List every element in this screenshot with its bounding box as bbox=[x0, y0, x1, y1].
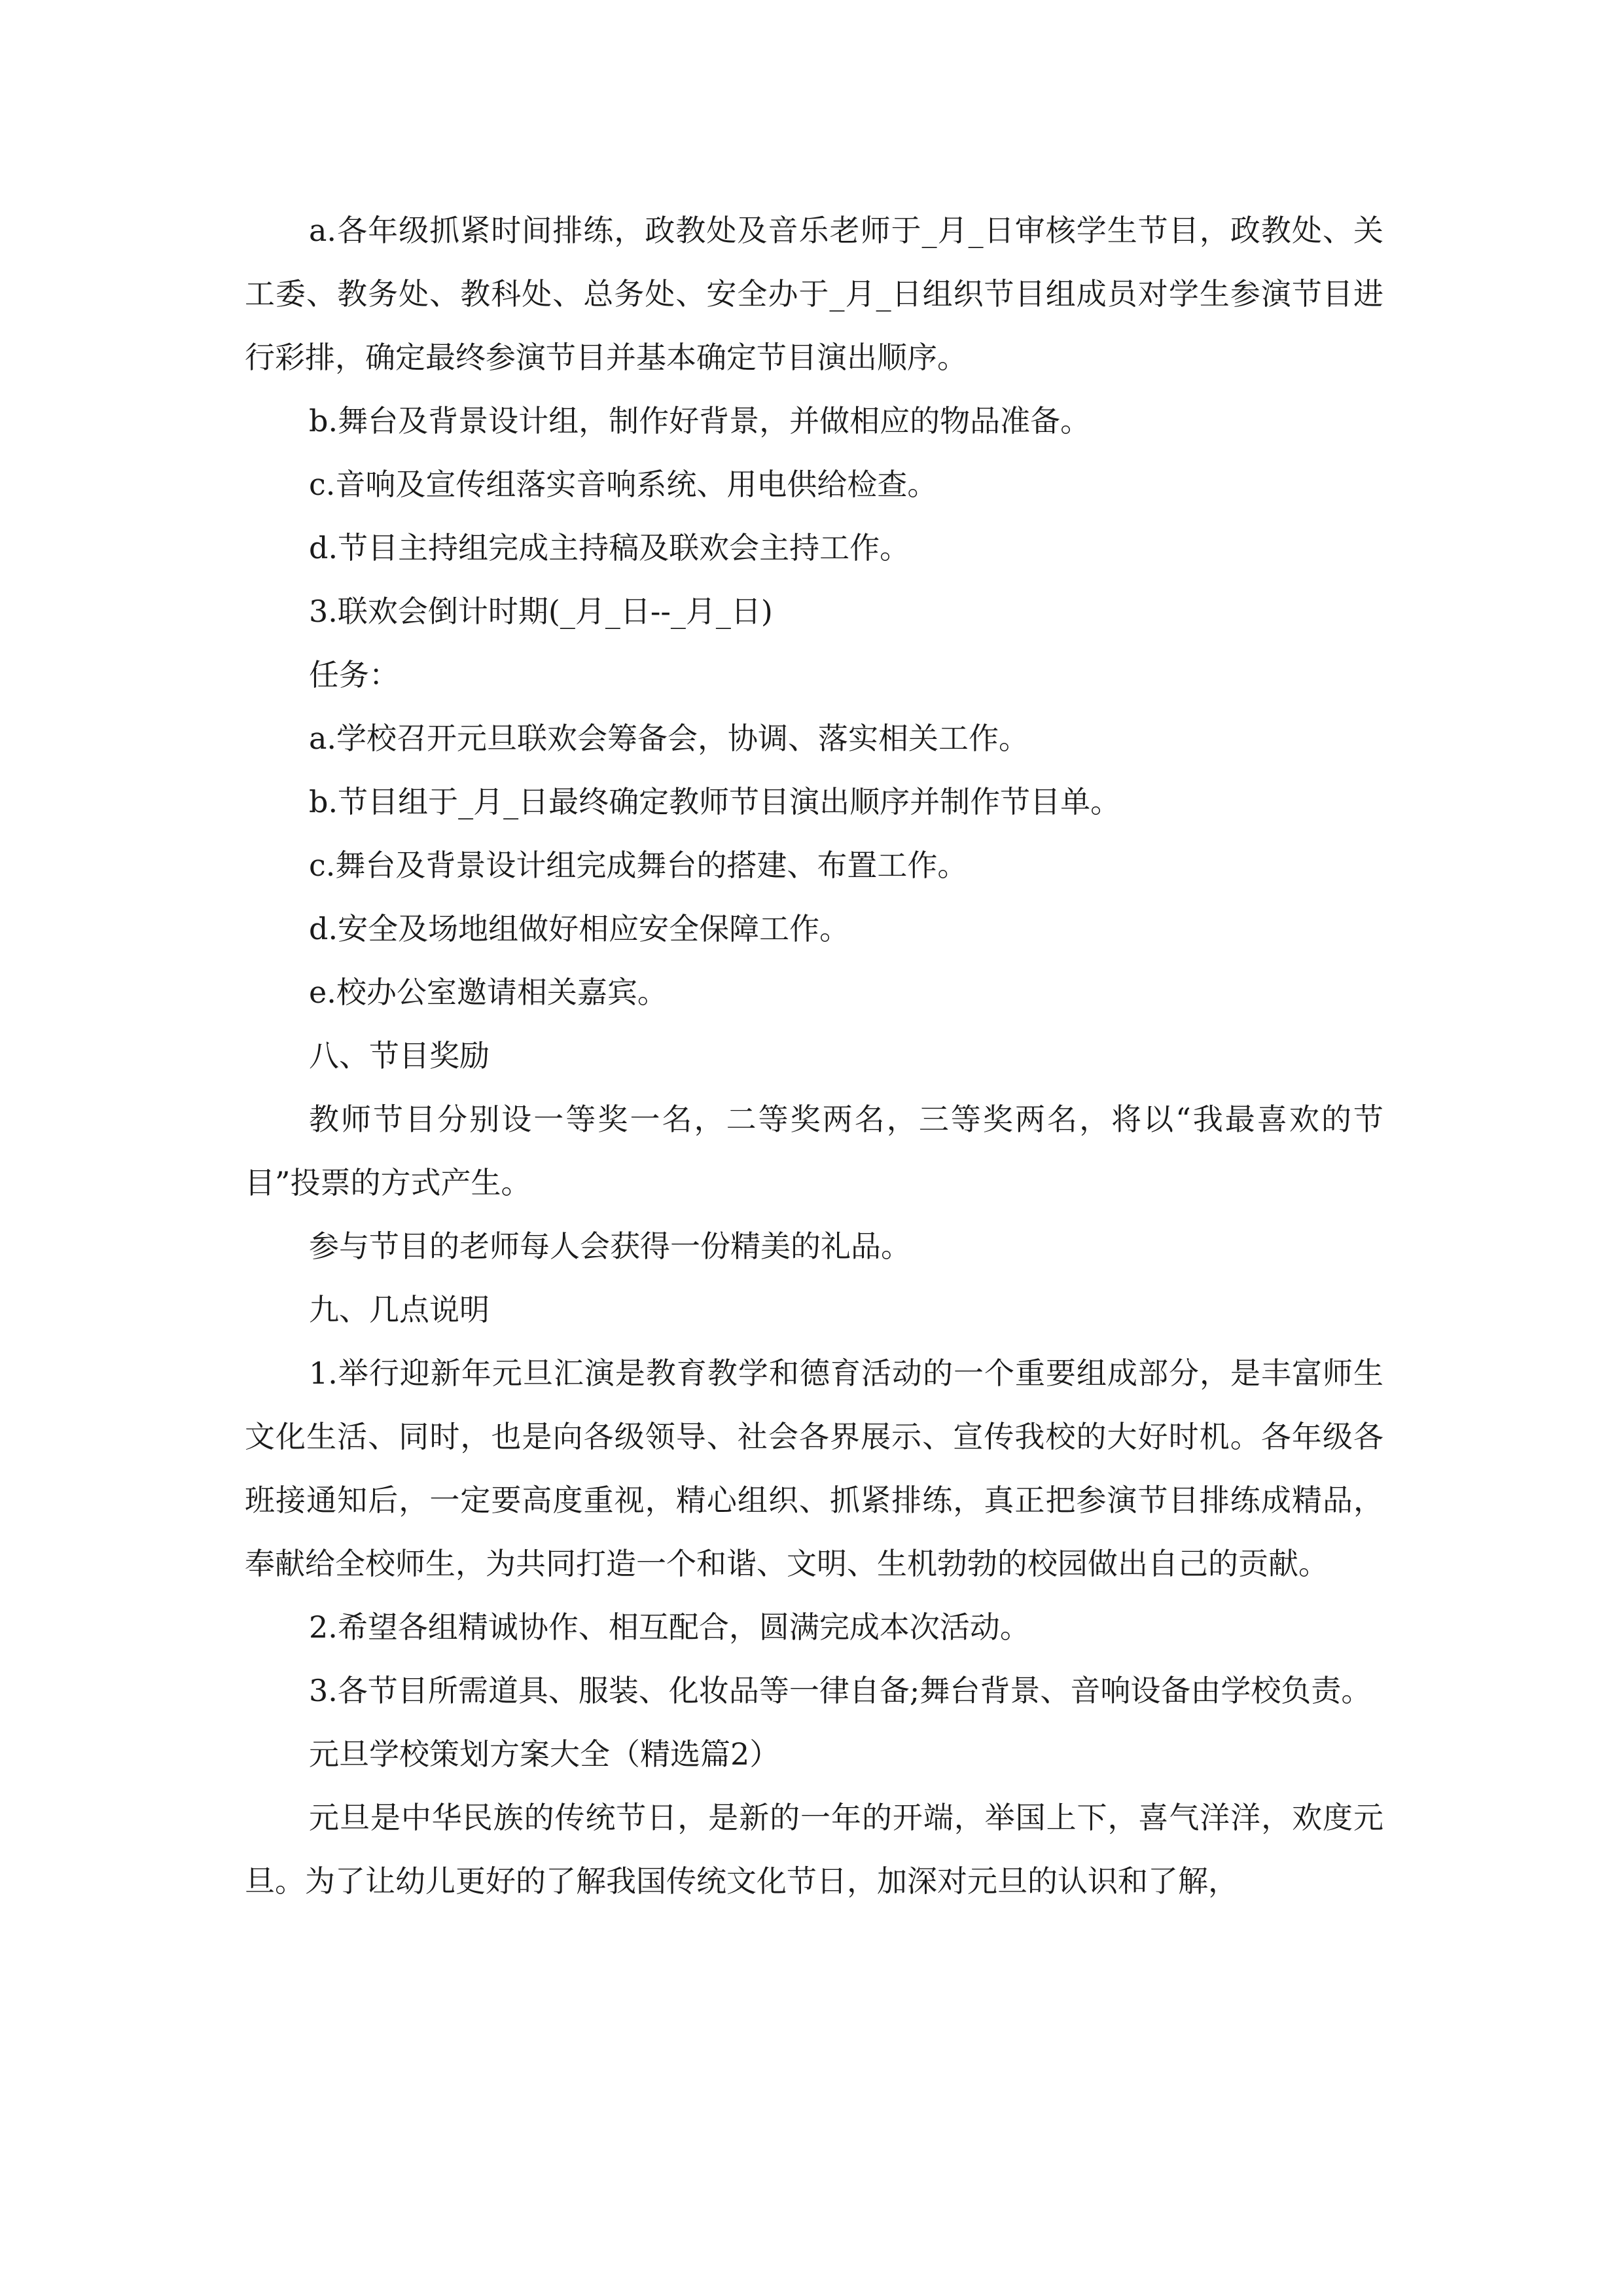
document-body bbox=[245, 199, 1383, 1913]
paragraph-intro: 元旦是中华民族的传统节日，是新的一年的开端，举国上下，喜气洋洋，欢度元旦。为了让幼儿更好的了解我国传统文化节日，加深对元旦的认识和了解， bbox=[245, 1800, 1383, 1899]
article-title: 元旦学校策划方案大全（精选篇2） bbox=[309, 1736, 780, 1772]
section-awards-heading: 八、节目奖励 bbox=[309, 1038, 490, 1073]
paragraph-task-b: b.节目组于_月_日最终确定教师节目演出顺序并制作节目单。 bbox=[309, 784, 1121, 819]
paragraph-task-a: a.学校召开元旦联欢会筹备会，协调、落实相关工作。 bbox=[309, 721, 1029, 756]
section-notes-heading: 九、几点说明 bbox=[309, 1292, 490, 1327]
tasks-label: 任务： bbox=[309, 657, 399, 692]
paragraph-rehearsal-d: d.节目主持组完成主持稿及联欢会主持工作。 bbox=[309, 530, 910, 565]
paragraph-note-3: 3.各节目所需道具、服装、化妆品等一律自备;舞台背景、音响设备由学校负责。 bbox=[309, 1673, 1372, 1708]
paragraph-task-c: c.舞台及背景设计组完成舞台的搭建、布置工作。 bbox=[309, 848, 968, 883]
paragraph-rehearsal-c: c.音响及宣传组落实音响系统、用电供给检查。 bbox=[309, 467, 938, 502]
paragraph-task-d: d.安全及场地组做好相应安全保障工作。 bbox=[309, 911, 850, 946]
paragraph-awards-1: 教师节目分别设一等奖一名，二等奖两名，三等奖两名，将以“我最喜欢的节目”投票的方式产生。 bbox=[245, 1102, 1383, 1200]
paragraph-task-e: e.校办公室邀请相关嘉宾。 bbox=[309, 975, 668, 1010]
paragraph-rehearsal-b: b.舞台及背景设计组，制作好背景，并做相应的物品准备。 bbox=[309, 403, 1091, 439]
paragraph-awards-2: 参与节目的老师每人会获得一份精美的礼品。 bbox=[309, 1229, 911, 1264]
section-countdown-heading: 3.联欢会倒计时期(_月_日--_月_日) bbox=[309, 594, 773, 629]
paragraph-note-1: 1.举行迎新年元旦汇演是教育教学和德育活动的一个重要组成部分，是丰富师生文化生活、同时，也是向各级领导、社会各界展示、宣传我校的大好时机。各年级各班接通知后，一定要高度重视，精心组织、抓紧排练，真正把参演节目排练成精品，奉献给全校师生，为共同打造一个和谐、文明、生机勃勃的校园做出自己的贡献。 bbox=[245, 1355, 1383, 1581]
paragraph-note-2: 2.希望各组精诚协作、相互配合，圆满完成本次活动。 bbox=[309, 1609, 1030, 1645]
paragraph-rehearsal-a: a.各年级抓紧时间排练，政教处及音乐老师于_月_日审核学生节目，政教处、关工委、教务处、教科处、总务处、安全办于_月_日组织节目组成员对学生参演节目进行彩排，确定最终参演节目并基本确定节目演出顺序。 bbox=[245, 213, 1383, 375]
